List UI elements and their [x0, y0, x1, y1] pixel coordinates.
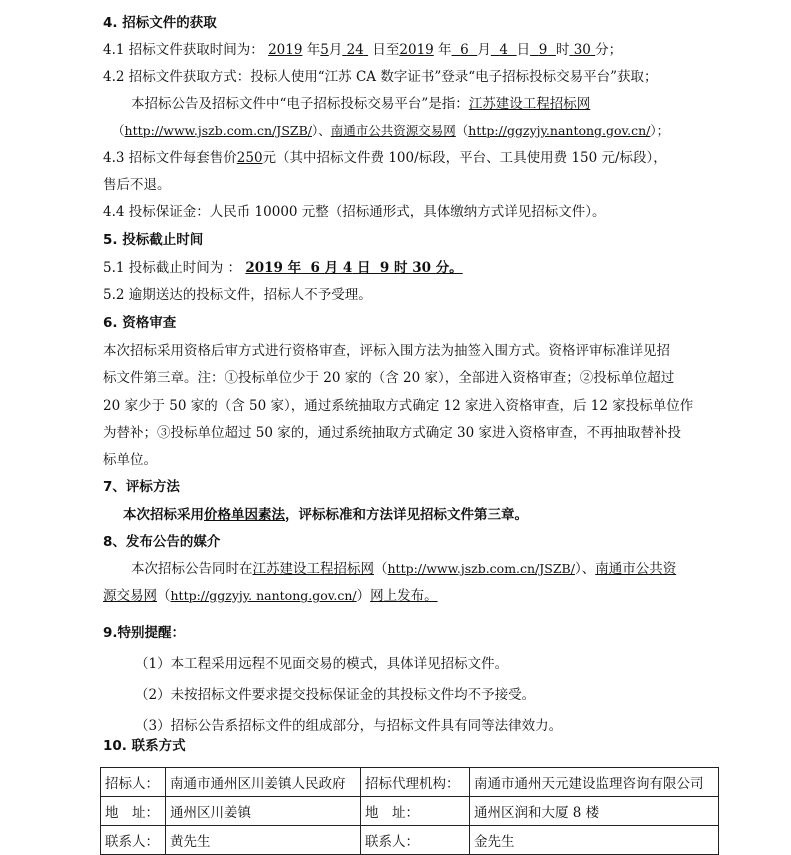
- table-cell: 南通市通州区川姜镇人民政府: [166, 768, 361, 797]
- contact-table: [100, 767, 719, 855]
- bid-bond: 4.4 投标保证金：人民币 10000 元整（招标通形式，具体缴纳方式详见招标文件）。: [103, 204, 606, 220]
- jszb-site-link[interactable]: 江苏建设工程招标网: [252, 561, 374, 577]
- doc-price: 4.3 招标文件每套售价250元（其中招标文件费 100/标段，平台、工具使用费 150 元/标段），: [103, 150, 667, 166]
- table-cell: 金先生: [470, 826, 719, 855]
- qualification-line: 标文件第三章。注：①投标单位少于 20 家的（含 20 家），全部进入资格审查；②投标单位超过: [103, 370, 675, 386]
- bid-deadline: 5.1 投标截止时间为 ： 2019 年 6 月 4 日 9 时 30 分。: [103, 260, 463, 276]
- doc-acquisition-time: 4.1 招标文件获取时间为： 2019 年5月 24 日至2019 年 6 月 4 日 9 时 30 分；: [103, 42, 623, 58]
- table-row: [101, 797, 719, 826]
- table-cell: 通州区川姜镇: [166, 797, 361, 826]
- jszb-site-link[interactable]: 江苏建设工程招标网: [468, 96, 591, 112]
- section-7-title: 7、评标方法: [103, 479, 180, 495]
- platform-urls: （http://www.jszb.com.cn/JSZB/）、南通市公共资源交易网（http://ggzyjy.nantong.gov.cn/）；: [112, 123, 670, 138]
- section-8-title: 8、发布公告的媒介: [103, 534, 221, 550]
- table-cell: 地 址：: [101, 797, 166, 826]
- table-cell: 招标人：: [101, 768, 166, 797]
- reminder-item: （1）本工程采用远程不见面交易的模式，具体详见招标文件。: [135, 656, 509, 672]
- section-5-title: 5. 投标截止时间: [103, 232, 204, 248]
- table-cell: 招标代理机构：: [361, 768, 470, 797]
- section-4-title: 4. 招标文件的获取: [103, 15, 217, 31]
- qualification-line: 为替补；③投标单位超过 50 家的，通过系统抽取方式确定 30 家进入资格审查，不再抽取替补投: [103, 425, 682, 441]
- qualification-line: 本次招标采用资格后审方式进行资格审查，评标入围方法为抽签入围方式。资格评审标准详见招: [103, 343, 670, 359]
- table-row: [101, 826, 719, 855]
- media-line-2: 源交易网（http://ggzyjy. nantong.gov.cn/）网上发布。: [103, 588, 438, 604]
- media-line-1: 本次招标公告同时在江苏建设工程招标网（http://www.jszb.com.cn/JSZB/）、南通市公共资: [131, 561, 677, 577]
- late-bid-note: 5.2 逾期送达的投标文件，招标人不予受理。: [103, 287, 372, 303]
- table-cell: 黄先生: [166, 826, 361, 855]
- jszb-url-link[interactable]: http://www.jszb.com.cn/JSZB/: [387, 561, 575, 576]
- jszb-url-link[interactable]: http://www.jszb.com.cn/JSZB/: [124, 123, 312, 138]
- nantong-url-link[interactable]: http://ggzyjy. nantong.gov.cn/: [170, 588, 357, 603]
- doc-acquisition-method: 4.2 招标文件获取方式：投标人使用“江苏 CA 数字证书”登录“电子招标投标交易平台”获取；: [103, 69, 658, 85]
- table-cell: 联系人：: [101, 826, 166, 855]
- reminder-item: （3）招标公告系招标文件的组成部分，与招标文件具有同等法律效力。: [135, 718, 563, 734]
- nantong-site-link[interactable]: 源交易网: [103, 588, 157, 604]
- nantong-url-link[interactable]: http://ggzyjy.nantong.gov.cn/: [468, 123, 651, 138]
- evaluation-method: 本次招标采用价格单因素法，评标标准和方法详见招标文件第三章。: [123, 507, 528, 523]
- table-cell: 南通市通州天元建设监理咨询有限公司: [470, 768, 719, 797]
- reminder-item: （2）未按招标文件要求提交投标保证金的其投标文件均不予接受。: [135, 687, 536, 703]
- section-9-title: 9.特别提醒：: [103, 625, 186, 641]
- nantong-site-link[interactable]: 南通市公共资源交易网: [330, 123, 456, 138]
- table-row: [101, 768, 719, 797]
- table-cell: 联系人：: [361, 826, 470, 855]
- platform-definition: 本招标公告及招标文件中“电子招标投标交易平台”是指：江苏建设工程招标网: [131, 96, 591, 112]
- qualification-line: 20 家少于 50 家的（含 50 家），通过系统抽取方式确定 12 家进入资格审查，后 12 家投标单位作: [103, 398, 694, 414]
- qualification-line: 标单位。: [103, 452, 157, 468]
- no-refund-note: 售后不退。: [103, 177, 171, 193]
- section-6-title: 6. 资格审查: [103, 315, 177, 331]
- table-cell: 通州区润和大厦 8 楼: [470, 797, 719, 826]
- section-10-title: 10. 联系方式: [103, 738, 186, 754]
- table-cell: 地 址：: [361, 797, 470, 826]
- nantong-site-link[interactable]: 南通市公共资: [595, 561, 677, 577]
